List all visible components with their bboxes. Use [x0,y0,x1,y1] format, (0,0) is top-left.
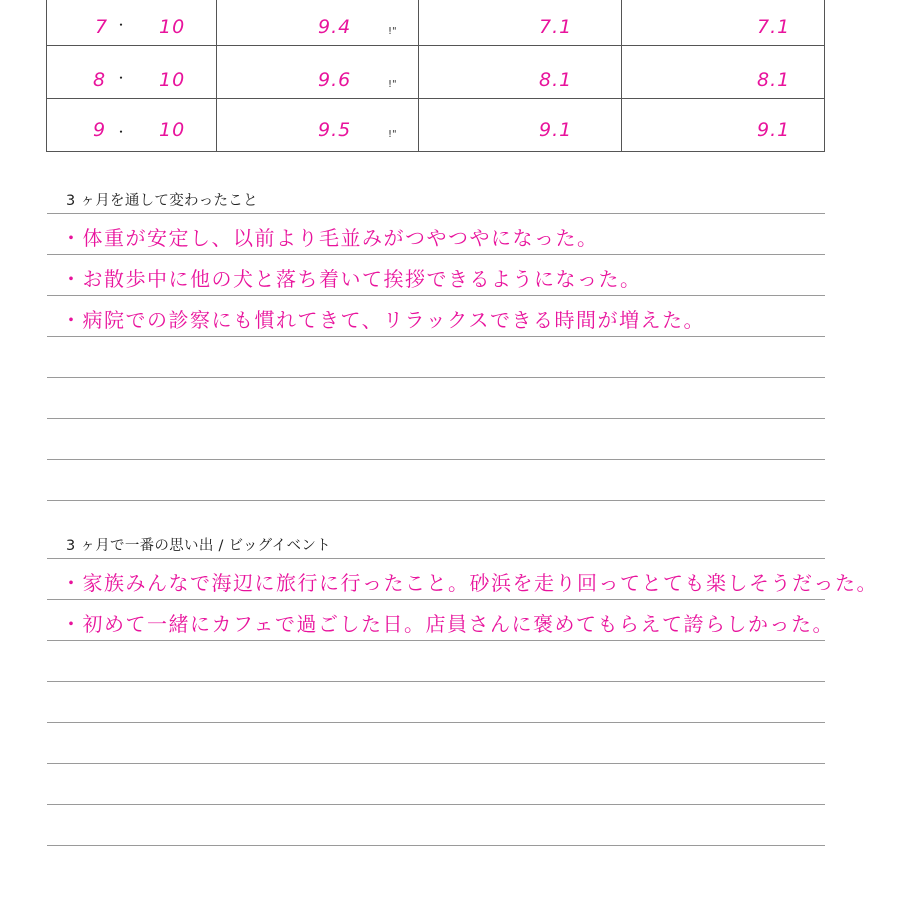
entry-line: ・家族みんなで海辺に旅行に行ったこと。砂浜を走り回ってとても楽しそうだった。 [61,571,878,595]
ruled-line [47,459,825,460]
month-value: 8 [93,69,107,91]
value-cell [419,99,622,151]
weight-unit-mark: !" [388,129,397,140]
col4-value: 8.1 [757,69,791,91]
date-separator: ・ [115,71,128,85]
weight-value: 9.5 [318,119,352,141]
date-cell [47,0,217,45]
entry-line: ・体重が安定し、以前より毛並みがつやつやになった。 [61,226,599,250]
col4-value: 7.1 [757,16,791,38]
ruled-line [47,845,825,846]
table-row [47,0,824,45]
ruled-line [47,336,825,337]
weight-cell [217,99,419,151]
ruled-line [47,500,825,501]
col3-value: 8.1 [539,69,573,91]
value-cell [622,99,824,151]
section-title: 3 ヶ月を通して変わったこと [66,193,258,209]
entry-line: ・お散歩中に他の犬と落ち着いて挨拶できるようになった。 [61,267,642,291]
month-value: 9 [93,119,107,141]
weight-unit-mark: !" [388,79,397,90]
col3-value: 7.1 [539,16,573,38]
ruled-line [47,640,825,641]
day-value: 10 [159,119,186,141]
date-separator: ・ [115,18,128,32]
table-row [47,98,824,151]
ruled-line [47,804,825,805]
weight-cell [217,0,419,45]
section-title: 3 ヶ月で一番の思い出 / ビッグイベント [66,538,331,554]
ruled-line [47,558,825,559]
month-value: 7 [95,16,109,38]
ruled-line [47,377,825,378]
weight-value: 9.6 [318,69,352,91]
date-separator: ・ [115,125,128,139]
ruled-line [47,763,825,764]
date-cell [47,99,217,151]
ruled-line [47,722,825,723]
ruled-line [47,213,825,214]
value-cell [622,46,824,98]
weight-unit-mark: !" [388,26,397,37]
table-row [47,45,824,98]
entry-line: ・病院での診察にも慣れてきて、リラックスできる時間が増えた。 [61,308,705,332]
value-cell [622,0,824,45]
col3-value: 9.1 [539,119,573,141]
ruled-line [47,295,825,296]
date-cell [47,46,217,98]
weight-cell [217,46,419,98]
ruled-line [47,254,825,255]
entry-line: ・初めて一緒にカフェで過ごした日。店員さんに褒めてもらえて誇らしかった。 [61,612,834,636]
col4-value: 9.1 [757,119,791,141]
day-value: 10 [159,69,186,91]
value-cell [419,46,622,98]
ruled-line [47,599,825,600]
day-value: 10 [159,16,186,38]
ruled-line [47,681,825,682]
value-cell [419,0,622,45]
ruled-line [47,418,825,419]
weight-value: 9.4 [318,16,352,38]
record-table [46,0,825,152]
